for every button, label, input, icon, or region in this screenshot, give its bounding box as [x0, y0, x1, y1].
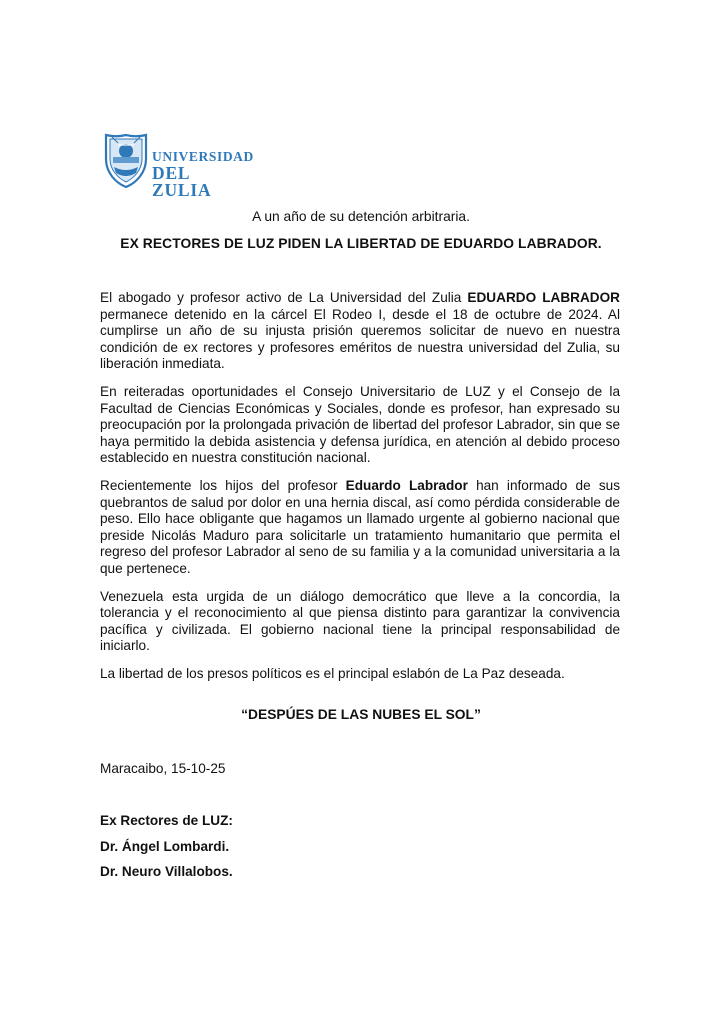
document-body [100, 290, 620, 693]
logo-line-university: UNIVERSIDAD [152, 149, 254, 164]
paragraph-1: El abogado y profesor activo de La Universidad del Zulia EDUARDO LABRADOR permanece detenido en la cárcel El Rodeo I, desde el 18 de octubre de 2024. Al cumplirse un año de su injusta prisión queremos solicitar de nuevo en nuestra condición de ex rectores y profesores eméritos de nuestra universidad del Zulia, su liberación inmediata. [100, 290, 620, 372]
university-logo [104, 133, 254, 200]
motto: “DESPÚES DE LAS NUBES EL SOL” [241, 707, 481, 722]
name-eduardo-labrador: EDUARDO LABRADOR [467, 290, 620, 305]
signer-name: Dr. Neuro Villalobos. [100, 864, 233, 879]
name-eduardo-labrador-2: Eduardo Labrador [345, 477, 468, 493]
logo-line-del-zulia: DEL ZULIA [152, 162, 212, 200]
document-headline: EX RECTORES DE LUZ PIDEN LA LIBERTAD DE EDUARDO LABRADOR. [120, 236, 602, 251]
paragraph-3: Recientemente los hijos del profesor Eduardo Labrador han informado de sus quebrantos de salud por dolor en una hernia discal, así como pérdida considerable de peso. Ello hace obligante que hagamos un llamado urgente al gobierno nacional que preside Nicolás Maduro para solicitarle un tratamiento humanitario que permita el regreso del profesor Labrador al seno de su familia y a la comunidad universitaria a la que pertenece. [100, 477, 620, 576]
document-subtitle: A un año de su detención arbitraria. [252, 209, 470, 224]
paragraph-4: Venezuela esta urgida de un diálogo democrático que lleve a la concordia, la tolerancia y el reconocimiento al que piensa distinto para garantizar la convivencia pacífica y civilizada. El gobierno nacional tiene la principal responsabilidad de iniciarlo. [100, 588, 620, 654]
paragraph-2: En reiteradas oportunidades el Consejo Universitario de LUZ y el Consejo de la Facultad de Ciencias Económicas y Sociales, donde es profesor, han expresado su preocupación por la prolongada privación de libertad del profesor Labrador, sin que se haya permitido la debida asistencia y defensa jurídica, en atención al debido proceso establecido en nuestra constitución nacional. [100, 383, 620, 466]
date-line: Maracaibo, 15-10-25 [100, 761, 226, 776]
signers-heading: Ex Rectores de LUZ: [100, 813, 233, 828]
signer-name: Dr. Ángel Lombardi. [100, 838, 230, 854]
paragraph-5: La libertad de los presos políticos es el principal eslabón de La Paz deseada. [100, 665, 565, 681]
university-crest-icon [104, 133, 148, 189]
signers-block [100, 808, 233, 885]
